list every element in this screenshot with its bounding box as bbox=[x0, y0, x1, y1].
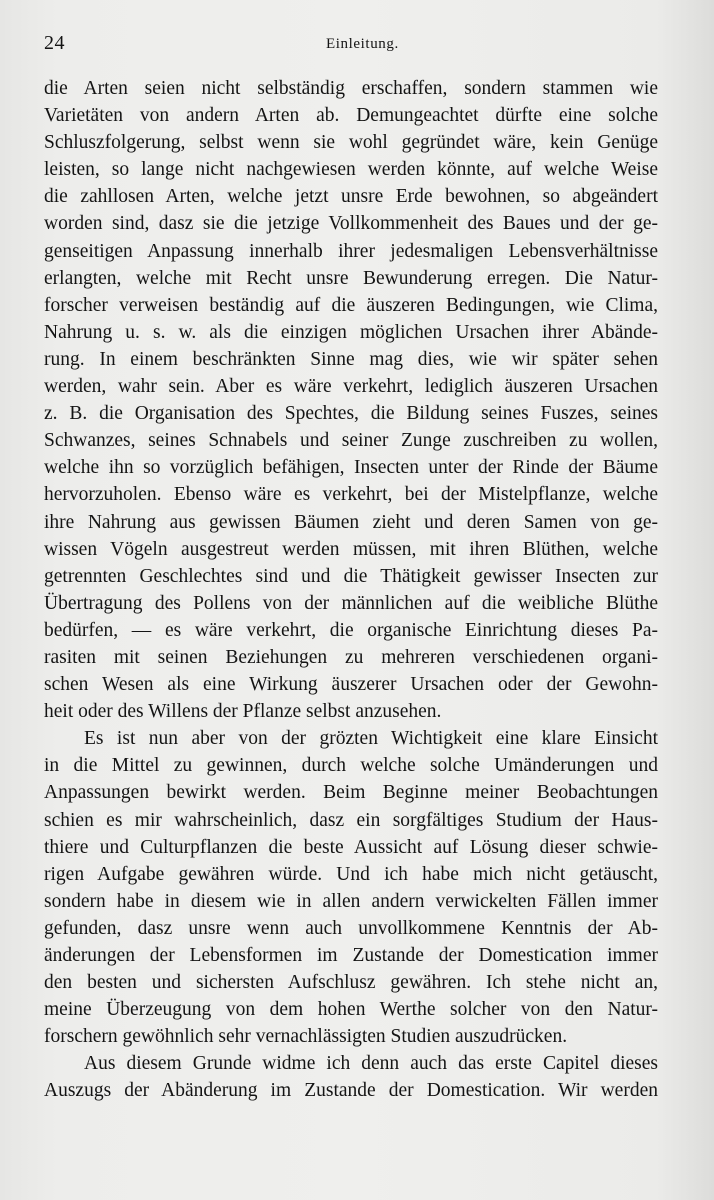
paragraph-last-line: forschern gewöhnlich sehr vernachlässigten Studien auszudrücken. bbox=[44, 1026, 568, 1048]
text-line: sondern habe in diesem wie in allen andern verwickelten Fällen immer bbox=[44, 890, 658, 912]
page-number: 24 bbox=[44, 32, 65, 54]
text-line: die Arten seien nicht selbständig erschaffen, sondern stammen wie bbox=[44, 78, 658, 99]
text-line: bedürfen, — es wäre verkehrt, die organische Einrichtung dieses Pa- bbox=[44, 619, 658, 641]
body-text bbox=[44, 75, 658, 1105]
text-line: hervorzuholen. Ebenso wäre es verkehrt, bei der Mistelpflanze, welche bbox=[44, 484, 658, 506]
text-line: getrennten Geschlechtes sind und die Thätigkeit gewisser Insecten zur bbox=[44, 565, 658, 587]
text-line: Auszugs der Abänderung im Zustande der Domestication. Wir werden bbox=[44, 1080, 658, 1102]
text-line: Schwanzes, seines Schnabels und seiner Zunge zuschreiben zu wollen, bbox=[44, 430, 658, 452]
text-line: thiere und Culturpflanzen die beste Aussicht auf Lösung dieser schwie- bbox=[44, 836, 658, 858]
page-header bbox=[44, 32, 658, 56]
text-line: den besten und sichersten Aufschlusz gewähren. Ich stehe nicht an, bbox=[44, 972, 658, 994]
text-line: genseitigen Anpassung innerhalb ihrer jedesmaligen Lebensverhältnisse bbox=[44, 240, 658, 262]
text-line: ihre Nahrung aus gewissen Bäumen zieht und deren Samen von ge- bbox=[44, 511, 658, 533]
text-line: die zahllosen Arten, welche jetzt unsre Erde bewohnen, so abgeändert bbox=[44, 186, 658, 208]
text-line: erlangten, welche mit Recht unsre Bewunderung erregen. Die Natur- bbox=[44, 267, 658, 289]
text-line: in die Mittel zu gewinnen, durch welche solche Umänderungen und bbox=[44, 755, 658, 777]
text-line: rigen Aufgabe gewähren würde. Und ich habe mich nicht getäuscht, bbox=[44, 863, 658, 885]
text-line: Varietäten von andern Arten ab. Demungeachtet dürfte eine solche bbox=[44, 105, 658, 127]
text-line: meine Überzeugung von dem hohen Werthe solcher von den Natur- bbox=[44, 999, 658, 1021]
text-line: schien es mir wahrscheinlich, dasz ein sorgfältiges Studium der Haus- bbox=[44, 809, 658, 831]
text-line: wissen Vögeln ausgestreut werden müssen, mit ihren Blüthen, welche bbox=[44, 538, 658, 560]
text-line: Übertragung des Pollens von der männlichen auf die weibliche Blüthe bbox=[44, 592, 658, 614]
text-line: Nahrung u. s. w. als die einzigen möglichen Ursachen ihrer Abände- bbox=[44, 321, 658, 343]
text-line: gefunden, dasz unsre wenn auch unvollkommene Kenntnis der Ab- bbox=[44, 917, 658, 939]
paragraph-first-line: Es ist nun aber von der grözten Wichtigkeit eine klare Einsicht bbox=[84, 728, 658, 750]
paragraph-first-line: Aus diesem Grunde widme ich denn auch das erste Capitel dieses bbox=[84, 1053, 658, 1075]
text-line: werden, wahr sein. Aber es wäre verkehrt, lediglich äuszeren Ursachen bbox=[44, 376, 658, 398]
text-line: rung. In einem beschränkten Sinne mag dies, wie wir später sehen bbox=[44, 348, 658, 370]
running-head: Einleitung. bbox=[326, 36, 399, 52]
text-line: Anpassungen bewirkt werden. Beim Beginne meiner Beobachtungen bbox=[44, 782, 658, 804]
text-line: leisten, so lange nicht nachgewiesen werden könnte, auf welche Weise bbox=[44, 159, 658, 181]
text-line: Schluszfolgerung, selbst wenn sie wohl gegründet wäre, kein Genüge bbox=[44, 132, 658, 154]
text-line: welche ihn so vorzüglich befähigen, Insecten unter der Rinde der Bäume bbox=[44, 457, 658, 479]
paragraph-last-line: heit oder des Willens der Pflanze selbst anzusehen. bbox=[44, 701, 442, 723]
text-line: z. B. die Organisation des Spechtes, die Bildung seines Fuszes, seines bbox=[44, 403, 658, 425]
text-line: forscher verweisen beständig auf die äuszeren Bedingungen, wie Clima, bbox=[44, 294, 658, 316]
text-line: rasiten mit seinen Beziehungen zu mehreren verschiedenen organi- bbox=[44, 646, 658, 668]
text-line: worden sind, dasz sie die jetzige Vollkommenheit des Baues und der ge- bbox=[44, 213, 658, 235]
text-line: änderungen der Lebensformen im Zustande der Domestication immer bbox=[44, 945, 658, 966]
text-line: schen Wesen als eine Wirkung äuszerer Ursachen oder der Gewohn- bbox=[44, 674, 658, 696]
